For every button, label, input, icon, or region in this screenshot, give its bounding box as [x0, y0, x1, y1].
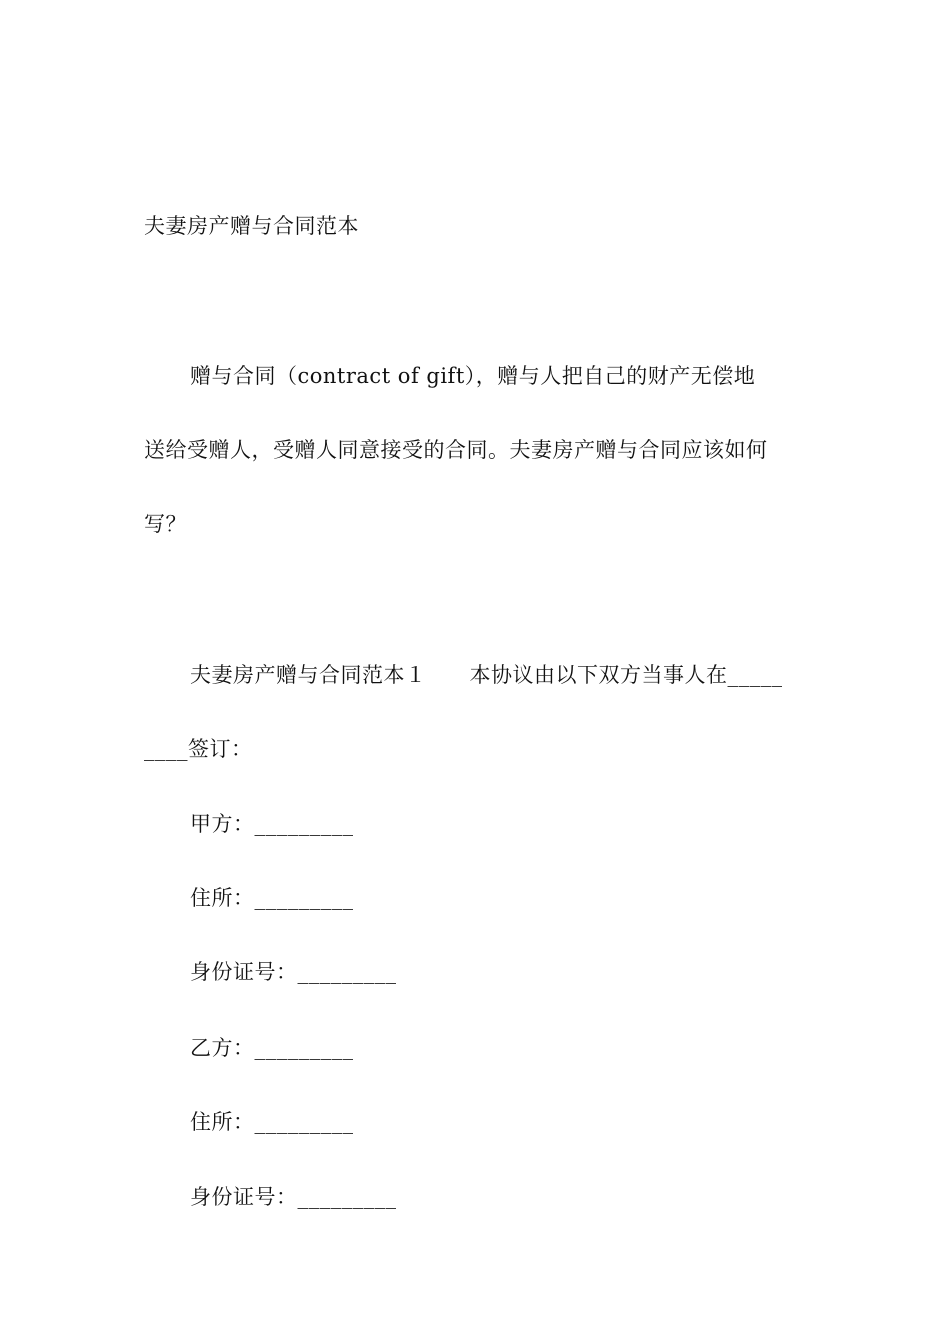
- intro-paragraph-line-2: 送给受赠人，受赠人同意接受的合同。夫妻房产赠与合同应该如何: [144, 438, 768, 462]
- party-a-address-field: 住所：_________: [190, 886, 354, 910]
- party-a-id-field: 身份证号：_________: [190, 960, 397, 984]
- party-b-id-field: 身份证号：_________: [190, 1185, 397, 1209]
- intro-paragraph-line-1: 赠与合同（contract of gift），赠与人把自己的财产无偿地: [190, 364, 756, 388]
- sample-heading-line-1: 夫妻房产赠与合同范本１ 本协议由以下双方当事人在_____: [190, 663, 783, 687]
- party-b-field: 乙方：_________: [190, 1036, 354, 1060]
- intro-paragraph-line-3: 写？: [144, 512, 187, 536]
- party-b-address-field: 住所：_________: [190, 1110, 354, 1134]
- party-a-field: 甲方：_________: [190, 812, 354, 836]
- sample-heading-line-2: ____签订：: [144, 737, 253, 761]
- document-title: 夫妻房产赠与合同范本: [144, 214, 359, 238]
